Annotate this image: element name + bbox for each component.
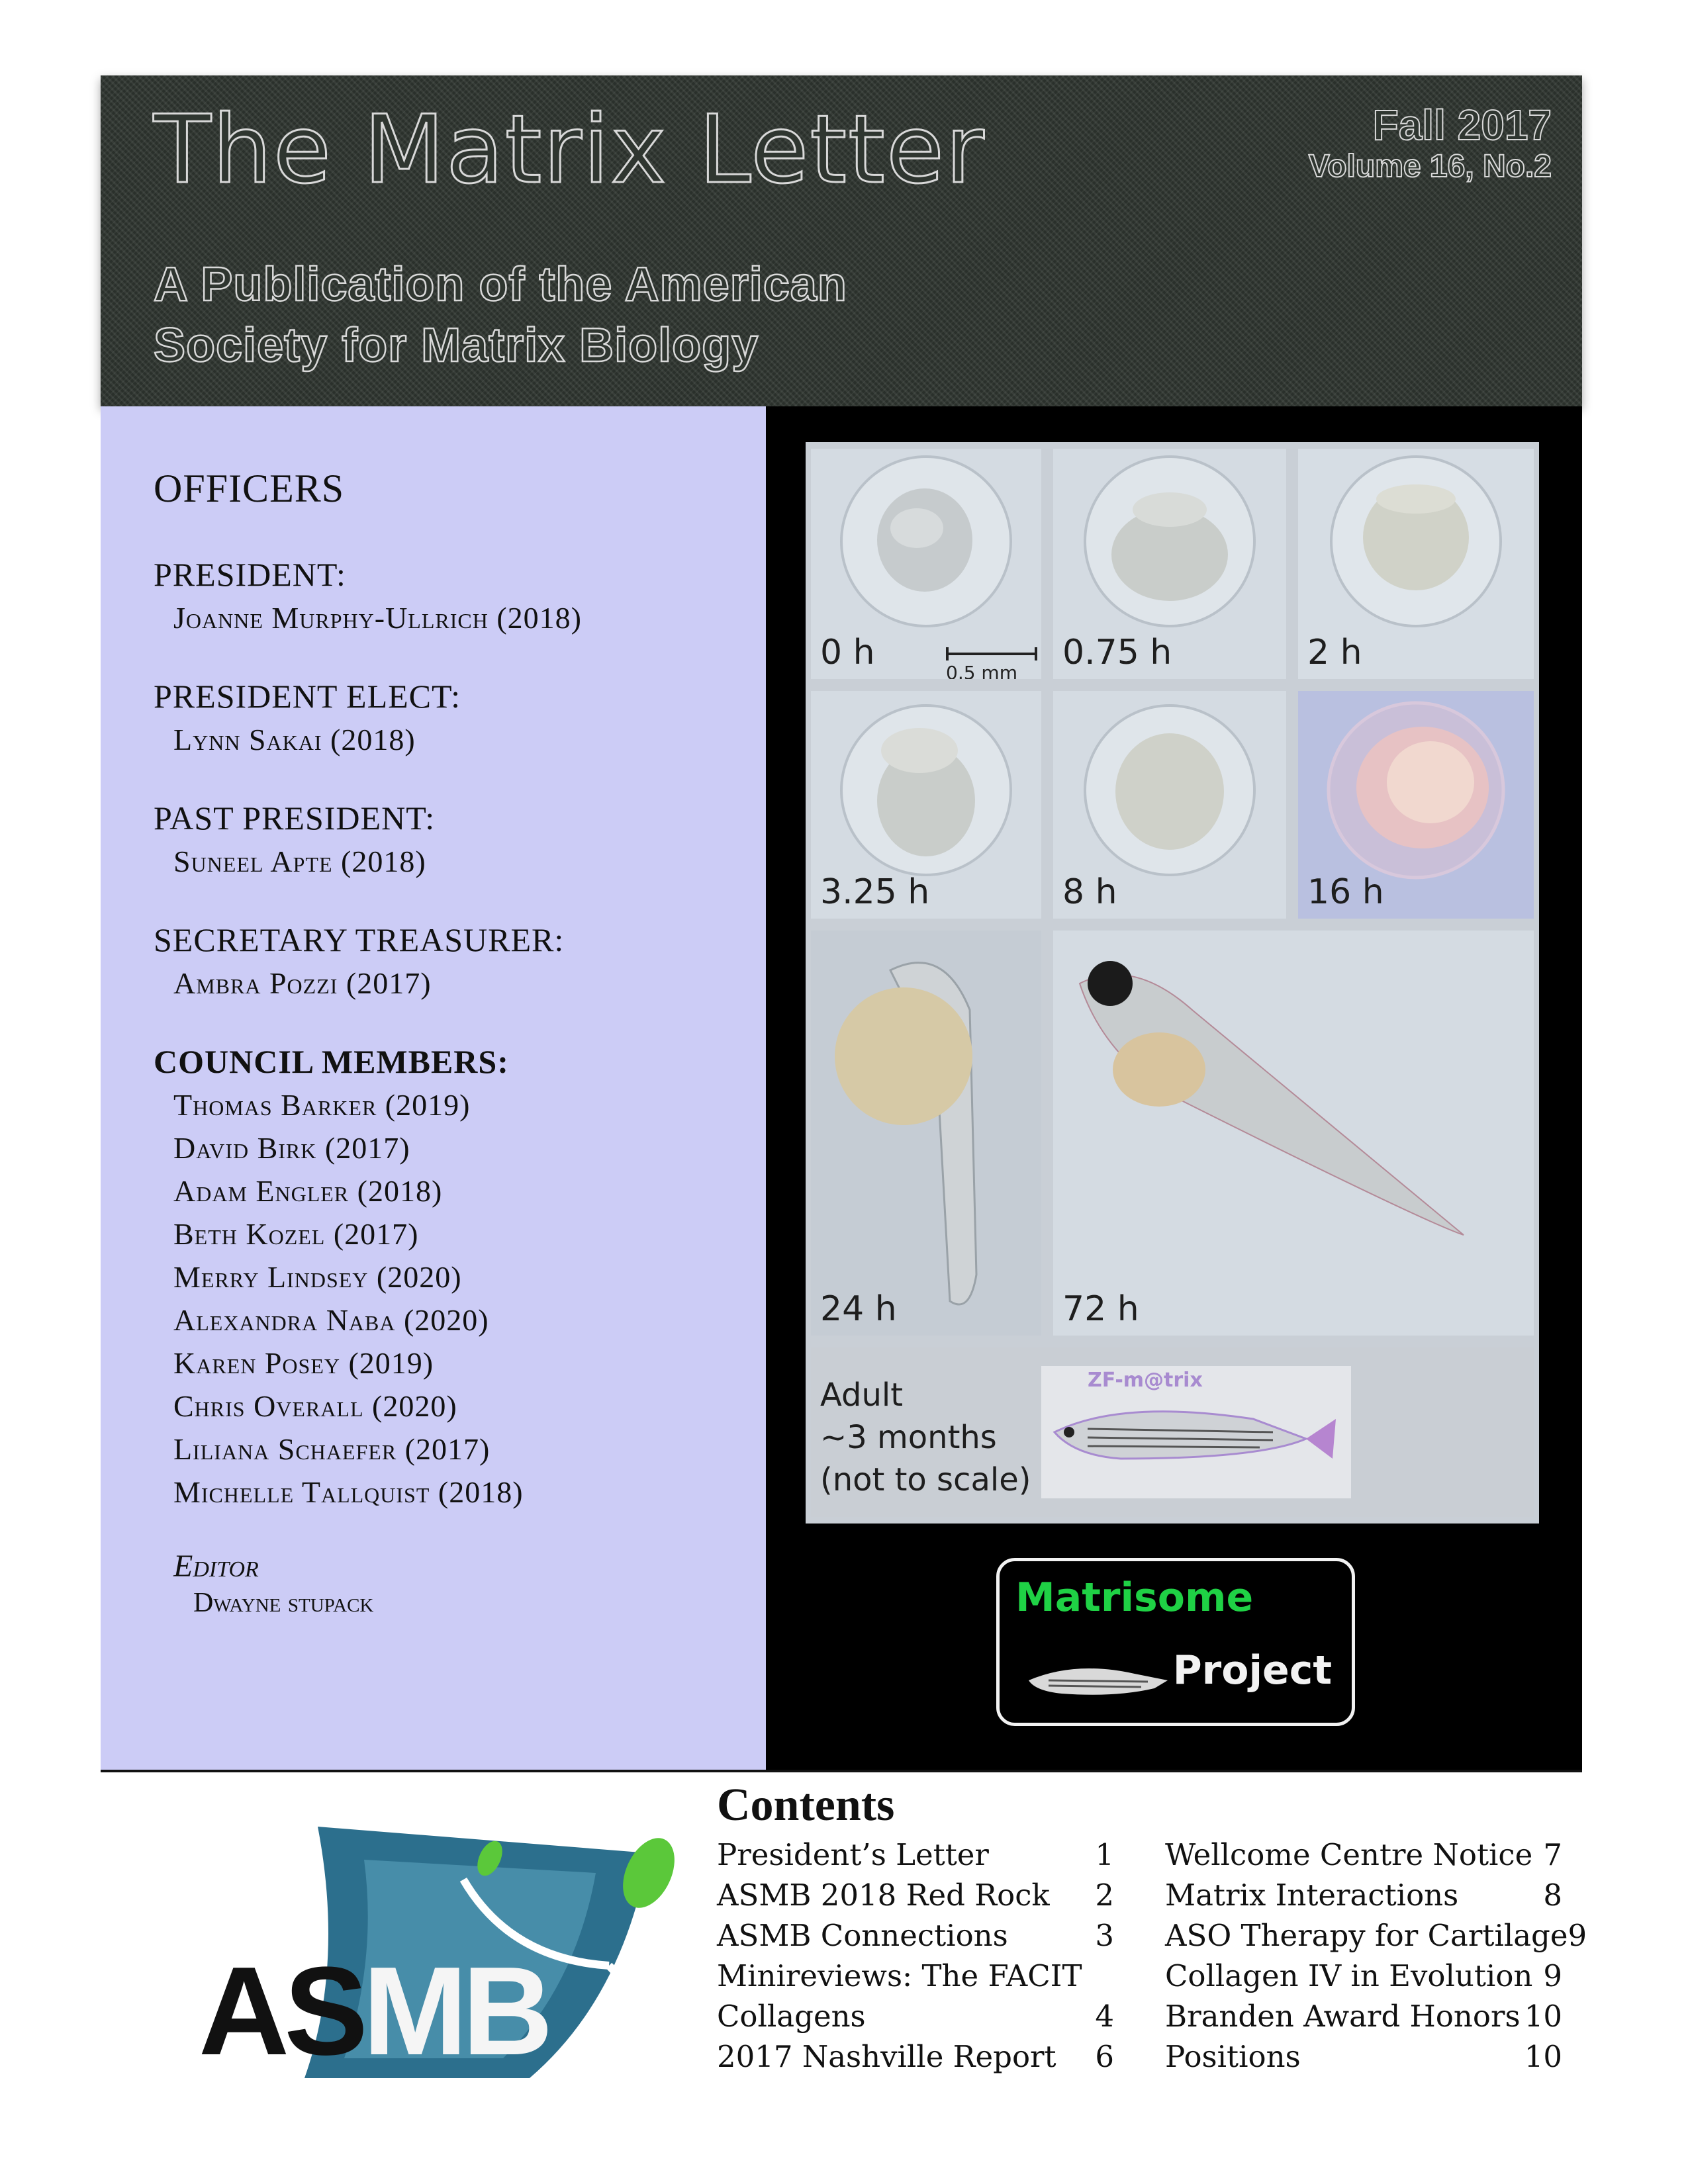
stage-label: 72 h xyxy=(1062,1289,1139,1329)
stage-label: 0 h xyxy=(820,633,875,672)
contents-column-right xyxy=(1165,1835,1587,2077)
adult-caption-line: (not to scale) xyxy=(820,1461,1031,1498)
toc-entry[interactable] xyxy=(717,2036,1114,2077)
toc-entry-page: 8 xyxy=(1543,1878,1562,1913)
officer-name: Lynn Sakai (2018) xyxy=(173,723,416,756)
toc-entry-page: 6 xyxy=(1095,2039,1114,2074)
matrisome-subtitle: Project xyxy=(1172,1647,1332,1694)
council-member: Karen Posey (2019) xyxy=(173,1346,434,1380)
cover-figure-panel xyxy=(766,406,1582,1771)
stage-label: 3.25 h xyxy=(820,872,930,912)
toc-entry[interactable] xyxy=(1165,1996,1562,2036)
toc-entry-title: 2017 Nashville Report xyxy=(717,2039,1056,2074)
adult-panel xyxy=(811,1347,1534,1517)
toc-entry-title: ASO Therapy for Cartilage xyxy=(1165,1918,1568,1953)
toc-entry-title: Wellcome Centre Notice xyxy=(1165,1837,1533,1872)
toc-entry-page: 1 xyxy=(1095,1837,1114,1872)
toc-entry-title: ASMB Connections xyxy=(717,1918,1008,1953)
stage-label: 8 h xyxy=(1062,872,1117,912)
matrisome-title: Matrisome xyxy=(1015,1574,1254,1621)
matrisome-project-logo xyxy=(996,1558,1355,1726)
role-label: PRESIDENT ELECT: xyxy=(154,678,461,715)
role-label: PAST PRESIDENT: xyxy=(154,799,436,837)
toc-entry-page: 9 xyxy=(1543,1958,1562,1993)
toc-entry-title: Collagen IV in Evolution xyxy=(1165,1958,1533,1993)
stage-panel-24h xyxy=(811,931,1041,1336)
zf-matrix-logo xyxy=(1041,1366,1351,1498)
toc-entry-page: 4 xyxy=(1095,1999,1114,2034)
council-member: Thomas Barker (2019) xyxy=(173,1088,471,1122)
issue-info xyxy=(1309,102,1552,185)
masthead-banner xyxy=(101,75,1582,406)
past-president-group xyxy=(154,796,766,884)
officer-name: Ambra Pozzi (2017) xyxy=(173,966,432,1000)
stage-label: 0.75 h xyxy=(1062,633,1172,672)
secretary-group xyxy=(154,918,766,1005)
council-group xyxy=(154,1040,766,1514)
toc-entry-title: Minireviews: The FACIT xyxy=(717,1958,1082,1993)
publication-subtitle xyxy=(154,254,847,376)
stage-panel-0h xyxy=(811,449,1041,679)
toc-entry-title: Branden Award Honors xyxy=(1165,1999,1521,2034)
stage-label: 2 h xyxy=(1307,633,1362,672)
council-member: Michelle Tallquist (2018) xyxy=(173,1475,524,1509)
toc-entry-title: Matrix Interactions xyxy=(1165,1878,1459,1913)
stage-panel-075h xyxy=(1053,449,1286,679)
stage-panel-2h xyxy=(1298,449,1534,679)
subtitle-line-1: A Publication of the American xyxy=(154,258,847,311)
asmb-wordmark-light: MB xyxy=(362,1941,548,2081)
larva-image xyxy=(1053,931,1534,1336)
president-elect-group xyxy=(154,674,766,762)
toc-entry[interactable] xyxy=(1165,1915,1587,1956)
toc-entry-title: Collagens xyxy=(717,1999,866,2034)
section-divider xyxy=(101,1770,1582,1772)
toc-entry[interactable] xyxy=(717,1875,1114,1915)
toc-entry-title: ASMB 2018 Red Rock xyxy=(717,1878,1050,1913)
stage-label: 24 h xyxy=(820,1289,897,1329)
zebrafish-stages-figure xyxy=(806,442,1539,1524)
asmb-logo xyxy=(199,1800,702,2091)
issue-season: Fall 2017 xyxy=(1372,101,1552,149)
asmb-wordmark-dark: AS xyxy=(199,1941,363,2081)
toc-entry-page: 9 xyxy=(1568,1918,1587,1953)
toc-entry[interactable] xyxy=(1165,2036,1562,2077)
toc-entry-page: 10 xyxy=(1524,2039,1562,2074)
role-label: COUNCIL MEMBERS: xyxy=(154,1043,509,1080)
asmb-wordmark xyxy=(199,1939,547,2083)
council-member: Liliana Schaefer (2017) xyxy=(173,1432,491,1466)
issue-volume: Volume 16, No.2 xyxy=(1308,149,1552,184)
council-member: Chris Overall (2020) xyxy=(173,1389,457,1423)
editor-label: Editor xyxy=(173,1549,259,1584)
toc-entry[interactable] xyxy=(1165,1835,1562,1875)
toc-entry-title: President’s Letter xyxy=(717,1837,989,1872)
toc-entry[interactable] xyxy=(1165,1956,1562,1996)
council-member: Adam Engler (2018) xyxy=(173,1174,443,1208)
stage-label: 16 h xyxy=(1307,872,1384,912)
officer-name: Suneel Apte (2018) xyxy=(173,844,426,878)
contents-heading: Contents xyxy=(717,1780,895,1831)
adult-caption xyxy=(820,1374,1031,1501)
scale-bar-line xyxy=(946,646,1039,662)
role-label: PRESIDENT: xyxy=(154,556,346,593)
toc-entry[interactable] xyxy=(717,1835,1114,1875)
president-group xyxy=(154,553,766,640)
stage-panel-8h xyxy=(1053,691,1286,919)
toc-entry[interactable] xyxy=(717,1915,1114,1956)
toc-entry-page: 3 xyxy=(1095,1918,1114,1953)
council-member: Alexandra Naba (2020) xyxy=(173,1303,489,1337)
scale-bar xyxy=(946,646,1039,679)
role-label: SECRETARY TREASURER: xyxy=(154,921,565,958)
stage-panel-72h xyxy=(1053,931,1534,1336)
officers-panel xyxy=(101,406,766,1771)
subtitle-line-2: Society for Matrix Biology xyxy=(154,319,759,372)
zf-matrix-wordmark: ZF-m@trix xyxy=(1088,1369,1203,1392)
stage-panel-16h xyxy=(1298,691,1534,919)
toc-entry-page: 7 xyxy=(1543,1837,1562,1872)
toc-entry[interactable] xyxy=(717,1996,1114,2036)
toc-entry-title: Positions xyxy=(1165,2039,1301,2074)
officers-heading: OFFICERS xyxy=(154,467,345,510)
toc-entry[interactable] xyxy=(1165,1875,1562,1915)
newsletter-title: The Matrix Letter xyxy=(154,95,986,205)
council-member: Merry Lindsey (2020) xyxy=(173,1260,462,1294)
toc-entry-page: 2 xyxy=(1095,1878,1114,1913)
contents-column-left xyxy=(717,1835,1114,2077)
officer-name: Joanne Murphy-Ullrich (2018) xyxy=(173,601,582,635)
council-member: David Birk (2017) xyxy=(173,1131,410,1165)
stage-panel-325h xyxy=(811,691,1041,919)
scale-bar-label: 0.5 mm xyxy=(946,662,1017,679)
toc-entry-page: 10 xyxy=(1524,1999,1562,2034)
adult-caption-line: Adult xyxy=(820,1377,904,1414)
editor-name: Dwayne stupack xyxy=(193,1588,374,1618)
zebrafish-icon xyxy=(1022,1654,1174,1707)
council-member: Beth Kozel (2017) xyxy=(173,1217,419,1251)
adult-caption-line: ~3 months xyxy=(820,1419,997,1456)
toc-entry[interactable] xyxy=(717,1956,1114,1996)
embryo-image xyxy=(811,931,1041,1336)
